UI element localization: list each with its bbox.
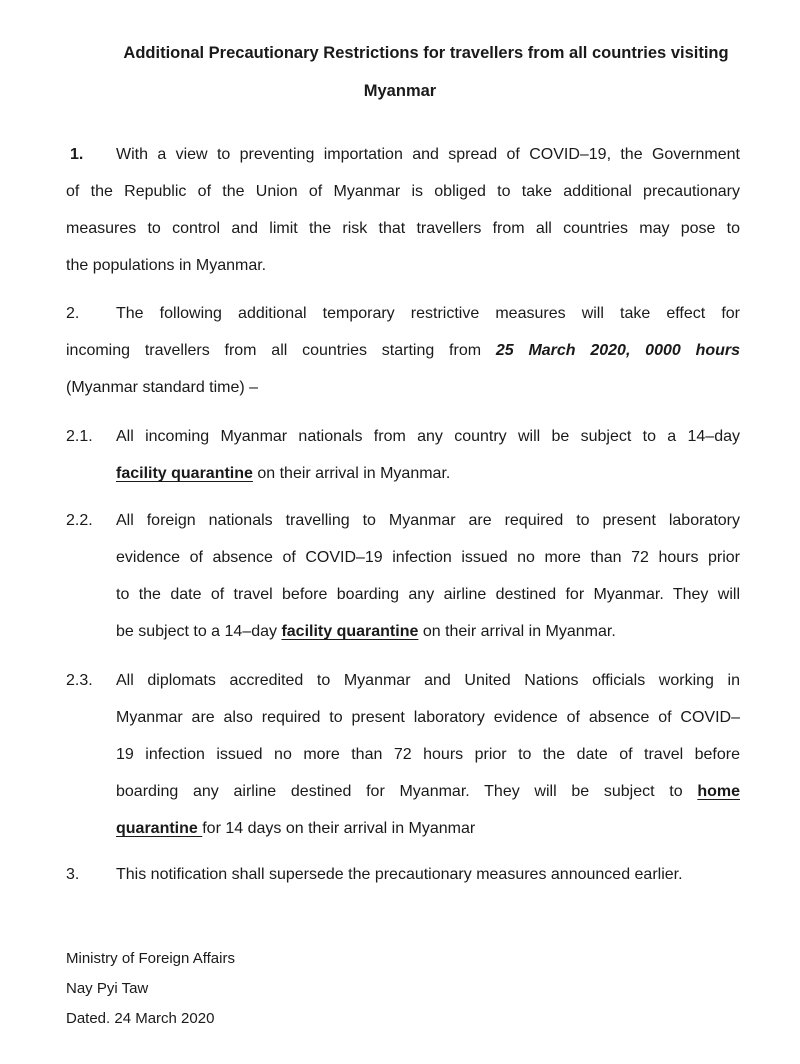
paragraph-3-line-1: This notification shall supersede the precautionary measures announced earlier.: [116, 866, 683, 883]
paragraph-2-2-line-1: All foreign nationals travelling to Myanmar are required to present laboratory: [116, 512, 740, 529]
paragraph-2-3-line-1: All diplomats accredited to Myanmar and United Nations officials working in: [116, 672, 740, 689]
paragraph-2-2-line-4-text: be subject to a 14–day: [116, 623, 282, 640]
paragraph-2-line-2: [66, 342, 740, 360]
signature-place: Nay Pyi Taw: [66, 980, 149, 997]
paragraph-2-2-line-2: evidence of absence of COVID–19 infection issued no more than 72 hours prior: [116, 549, 740, 566]
paragraph-1-line-1: With a view to preventing importation and spread of COVID–19, the Government: [116, 146, 740, 163]
paragraph-1-line-4: the populations in Myanmar.: [66, 257, 267, 274]
paragraph-2-3-line-5-text: for 14 days on their arrival in Myanmar: [202, 820, 476, 837]
home-quarantine-text: home: [697, 783, 740, 800]
paragraph-1-number: 1.: [70, 146, 84, 163]
document-title-line-1: Additional Precautionary Restrictions for travellers from all countries visiting: [123, 44, 729, 62]
paragraph-2-3-number: 2.3.: [66, 672, 93, 689]
signature-date: Dated. 24 March 2020: [66, 1010, 215, 1027]
paragraph-1-line-2: of the Republic of the Union of Myanmar is obliged to take additional precautionary: [66, 183, 740, 200]
home-quarantine-text-cont: quarantine: [116, 820, 203, 837]
paragraph-2-2-line-4-tail: on their arrival in Myanmar.: [418, 623, 616, 640]
paragraph-2-2-line-4: [116, 623, 740, 641]
paragraph-2-3-line-4-text: boarding any airline destined for Myanmar. They will be subject to: [116, 783, 698, 800]
document-title-line-2: Myanmar: [363, 82, 437, 100]
paragraph-2-1-line-2-text: on their arrival in Myanmar.: [252, 465, 451, 482]
paragraph-2-3-line-4: [116, 783, 740, 801]
paragraph-2-3-line-5: [116, 820, 740, 838]
paragraph-2-1-line-2: [116, 465, 740, 483]
signature-ministry: Ministry of Foreign Affairs: [66, 950, 235, 967]
paragraph-1-line-3: measures to control and limit the risk that travellers from all countries may pose to: [66, 220, 740, 237]
paragraph-2-1-line-1: All incoming Myanmar nationals from any country will be subject to a 14–day: [116, 428, 740, 445]
facility-quarantine-text: facility quarantine: [281, 623, 419, 640]
paragraph-2-2-number: 2.2.: [66, 512, 93, 529]
paragraph-3-number: 3.: [66, 866, 80, 883]
paragraph-2-number: 2.: [66, 305, 80, 322]
paragraph-2-1-number: 2.1.: [66, 428, 93, 445]
paragraph-2-3-line-2: Myanmar are also required to present laboratory evidence of absence of COVID–: [116, 709, 740, 726]
paragraph-2-line-3: (Myanmar standard time) –: [66, 379, 259, 396]
effective-date-text: 25 March 2020, 0000 hours: [495, 342, 741, 359]
paragraph-2-line-1: The following additional temporary restrictive measures will take effect for: [116, 305, 740, 322]
facility-quarantine-text: facility quarantine: [116, 465, 253, 482]
paragraph-2-2-line-3: to the date of travel before boarding any airline destined for Myanmar. They will: [116, 586, 740, 603]
paragraph-2-line-2-text: incoming travellers from all countries starting from: [66, 342, 496, 359]
paragraph-2-3-line-3: 19 infection issued no more than 72 hours prior to the date of travel before: [116, 746, 740, 763]
